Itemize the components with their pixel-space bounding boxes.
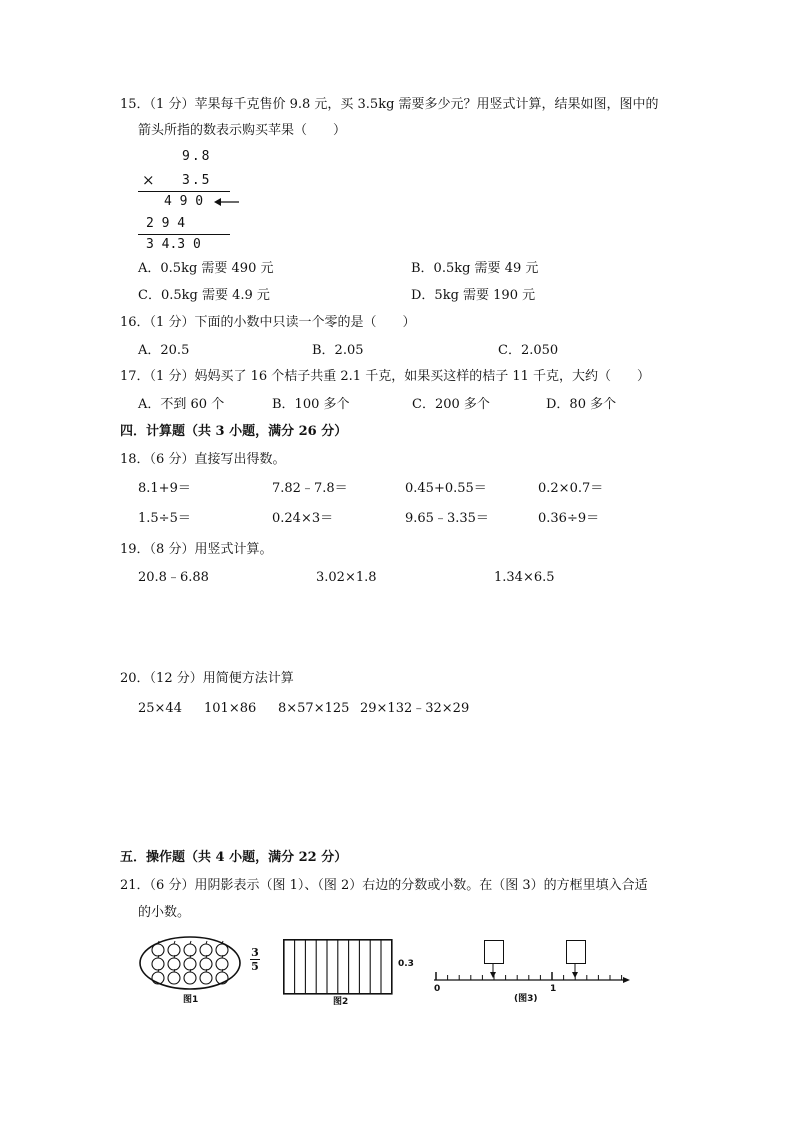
fraction-three-fifths: [250, 947, 260, 972]
apple-icon: [200, 969, 212, 984]
number-line-zero-label: 0: [434, 984, 441, 994]
apple-icon: [168, 969, 180, 984]
apple-icon: [200, 941, 212, 956]
apple-icon: [152, 955, 164, 970]
apple-icon: [168, 955, 180, 970]
calc-multiplier: 3.5: [182, 173, 212, 188]
down-arrow-head: [490, 972, 496, 978]
q15-option-c[interactable]: C．0.5kg 需要 4.9 元: [138, 288, 270, 303]
calc-product: 3 4.3 0: [146, 237, 201, 252]
section-5-title: 五．操作题（共 4 小题，满分 22 分）: [120, 850, 348, 865]
apple-icon: [216, 955, 228, 970]
figure-2-label: 图2: [333, 997, 349, 1007]
q17-option-b[interactable]: B．100 多个: [272, 397, 350, 412]
decimal-value-label: 0.3: [398, 959, 414, 969]
fraction-denominator: 5: [251, 960, 259, 973]
q19-item: 1.34×6.5: [494, 570, 555, 585]
q18-item: 8.1+9＝: [138, 481, 191, 496]
q21-stem-line1: 21．（6 分）用阴影表示（图 1）、（图 2）右边的分数或小数。在（图 3）的方框里填入合适: [120, 878, 648, 893]
q16-stem: 16．（1 分）下面的小数中只读一个零的是（ ）: [120, 315, 416, 330]
q20-stem: 20．（12 分）用简便方法计算: [120, 671, 294, 686]
q17-option-a[interactable]: A．不到 60 个: [138, 397, 225, 412]
calc-partial-product-1: 4 9 0: [164, 194, 204, 209]
q15-stem-line2: 箭头所指的数表示购买苹果（ ）: [138, 123, 347, 138]
q15-option-d[interactable]: D．5kg 需要 190 元: [411, 288, 536, 303]
q16-option-c[interactable]: C．2.050: [498, 343, 559, 358]
q16-option-b[interactable]: B．2.05: [312, 343, 364, 358]
number-line-arrowhead: [623, 977, 630, 983]
q18-item: 1.5÷5＝: [138, 511, 191, 526]
apple-icon: [152, 969, 164, 984]
apple-icon: [216, 941, 228, 956]
q18-stem: 18．（6 分）直接写出得数。: [120, 452, 286, 467]
q20-item: 25×44: [138, 701, 182, 716]
figure-3-label: (图3): [514, 994, 538, 1004]
q18-item: 0.45+0.55＝: [405, 481, 487, 496]
number-line-one-label: 1: [550, 984, 557, 994]
answer-box-left[interactable]: [484, 940, 504, 964]
q15-option-a[interactable]: A．0.5kg 需要 490 元: [138, 261, 274, 276]
section-4-title: 四．计算题（共 3 小题，满分 26 分）: [120, 424, 348, 439]
q18-item: 0.36÷9＝: [538, 511, 600, 526]
q15-option-b[interactable]: B．0.5kg 需要 49 元: [411, 261, 539, 276]
q20-item: 101×86: [204, 701, 257, 716]
apple-icon: [216, 969, 228, 984]
q19-item: 3.02×1.8: [316, 570, 377, 585]
apple-icon: [184, 941, 196, 956]
apple-oval-figure[interactable]: [138, 934, 268, 1004]
q17-option-c[interactable]: C．200 多个: [412, 397, 490, 412]
q18-item: 0.2×0.7＝: [538, 481, 604, 496]
q18-item: 7.82﹣7.8＝: [272, 481, 348, 496]
apple-icon: [184, 969, 196, 984]
calc-partial-product-2: 2 9 4: [146, 216, 186, 231]
q18-item: 9.65﹣3.35＝: [405, 511, 489, 526]
q16-option-a[interactable]: A．20.5: [138, 343, 190, 358]
left-arrow-icon: [214, 196, 240, 208]
apple-icon: [184, 955, 196, 970]
q20-item: 8×57×125: [278, 701, 350, 716]
q17-stem: 17．（1 分）妈妈买了 16 个桔子共重 2.1 千克，如果买这样的桔子 11 千克，大约（ ）: [120, 369, 650, 384]
figure-1-label: 图1: [183, 995, 199, 1005]
answer-box-right[interactable]: [566, 940, 586, 964]
decimal-strip-figure[interactable]: [283, 939, 393, 995]
q15-stem-line1: 15．（1 分）苹果每千克售价 9.8 元，买 3.5kg 需要多少元？用竖式计算，结果如图，图中的: [120, 97, 659, 112]
calc-multiplicand: 9.8: [182, 149, 212, 164]
apple-icon: [152, 941, 164, 956]
q19-item: 20.8﹣6.88: [138, 570, 209, 585]
q21-stem-line2: 的小数。: [138, 905, 191, 920]
down-arrow-head: [572, 972, 578, 978]
calc-times-sign: ×: [142, 171, 155, 189]
apple-icon: [200, 955, 212, 970]
fraction-numerator: 3: [251, 946, 259, 959]
q18-item: 0.24×3＝: [272, 511, 334, 526]
q17-option-d[interactable]: D．80 多个: [546, 397, 617, 412]
number-line-figure: [430, 938, 630, 994]
apple-icon: [168, 941, 180, 956]
q19-stem: 19．（8 分）用竖式计算。: [120, 542, 273, 557]
q20-item: 29×132﹣32×29: [360, 701, 470, 716]
